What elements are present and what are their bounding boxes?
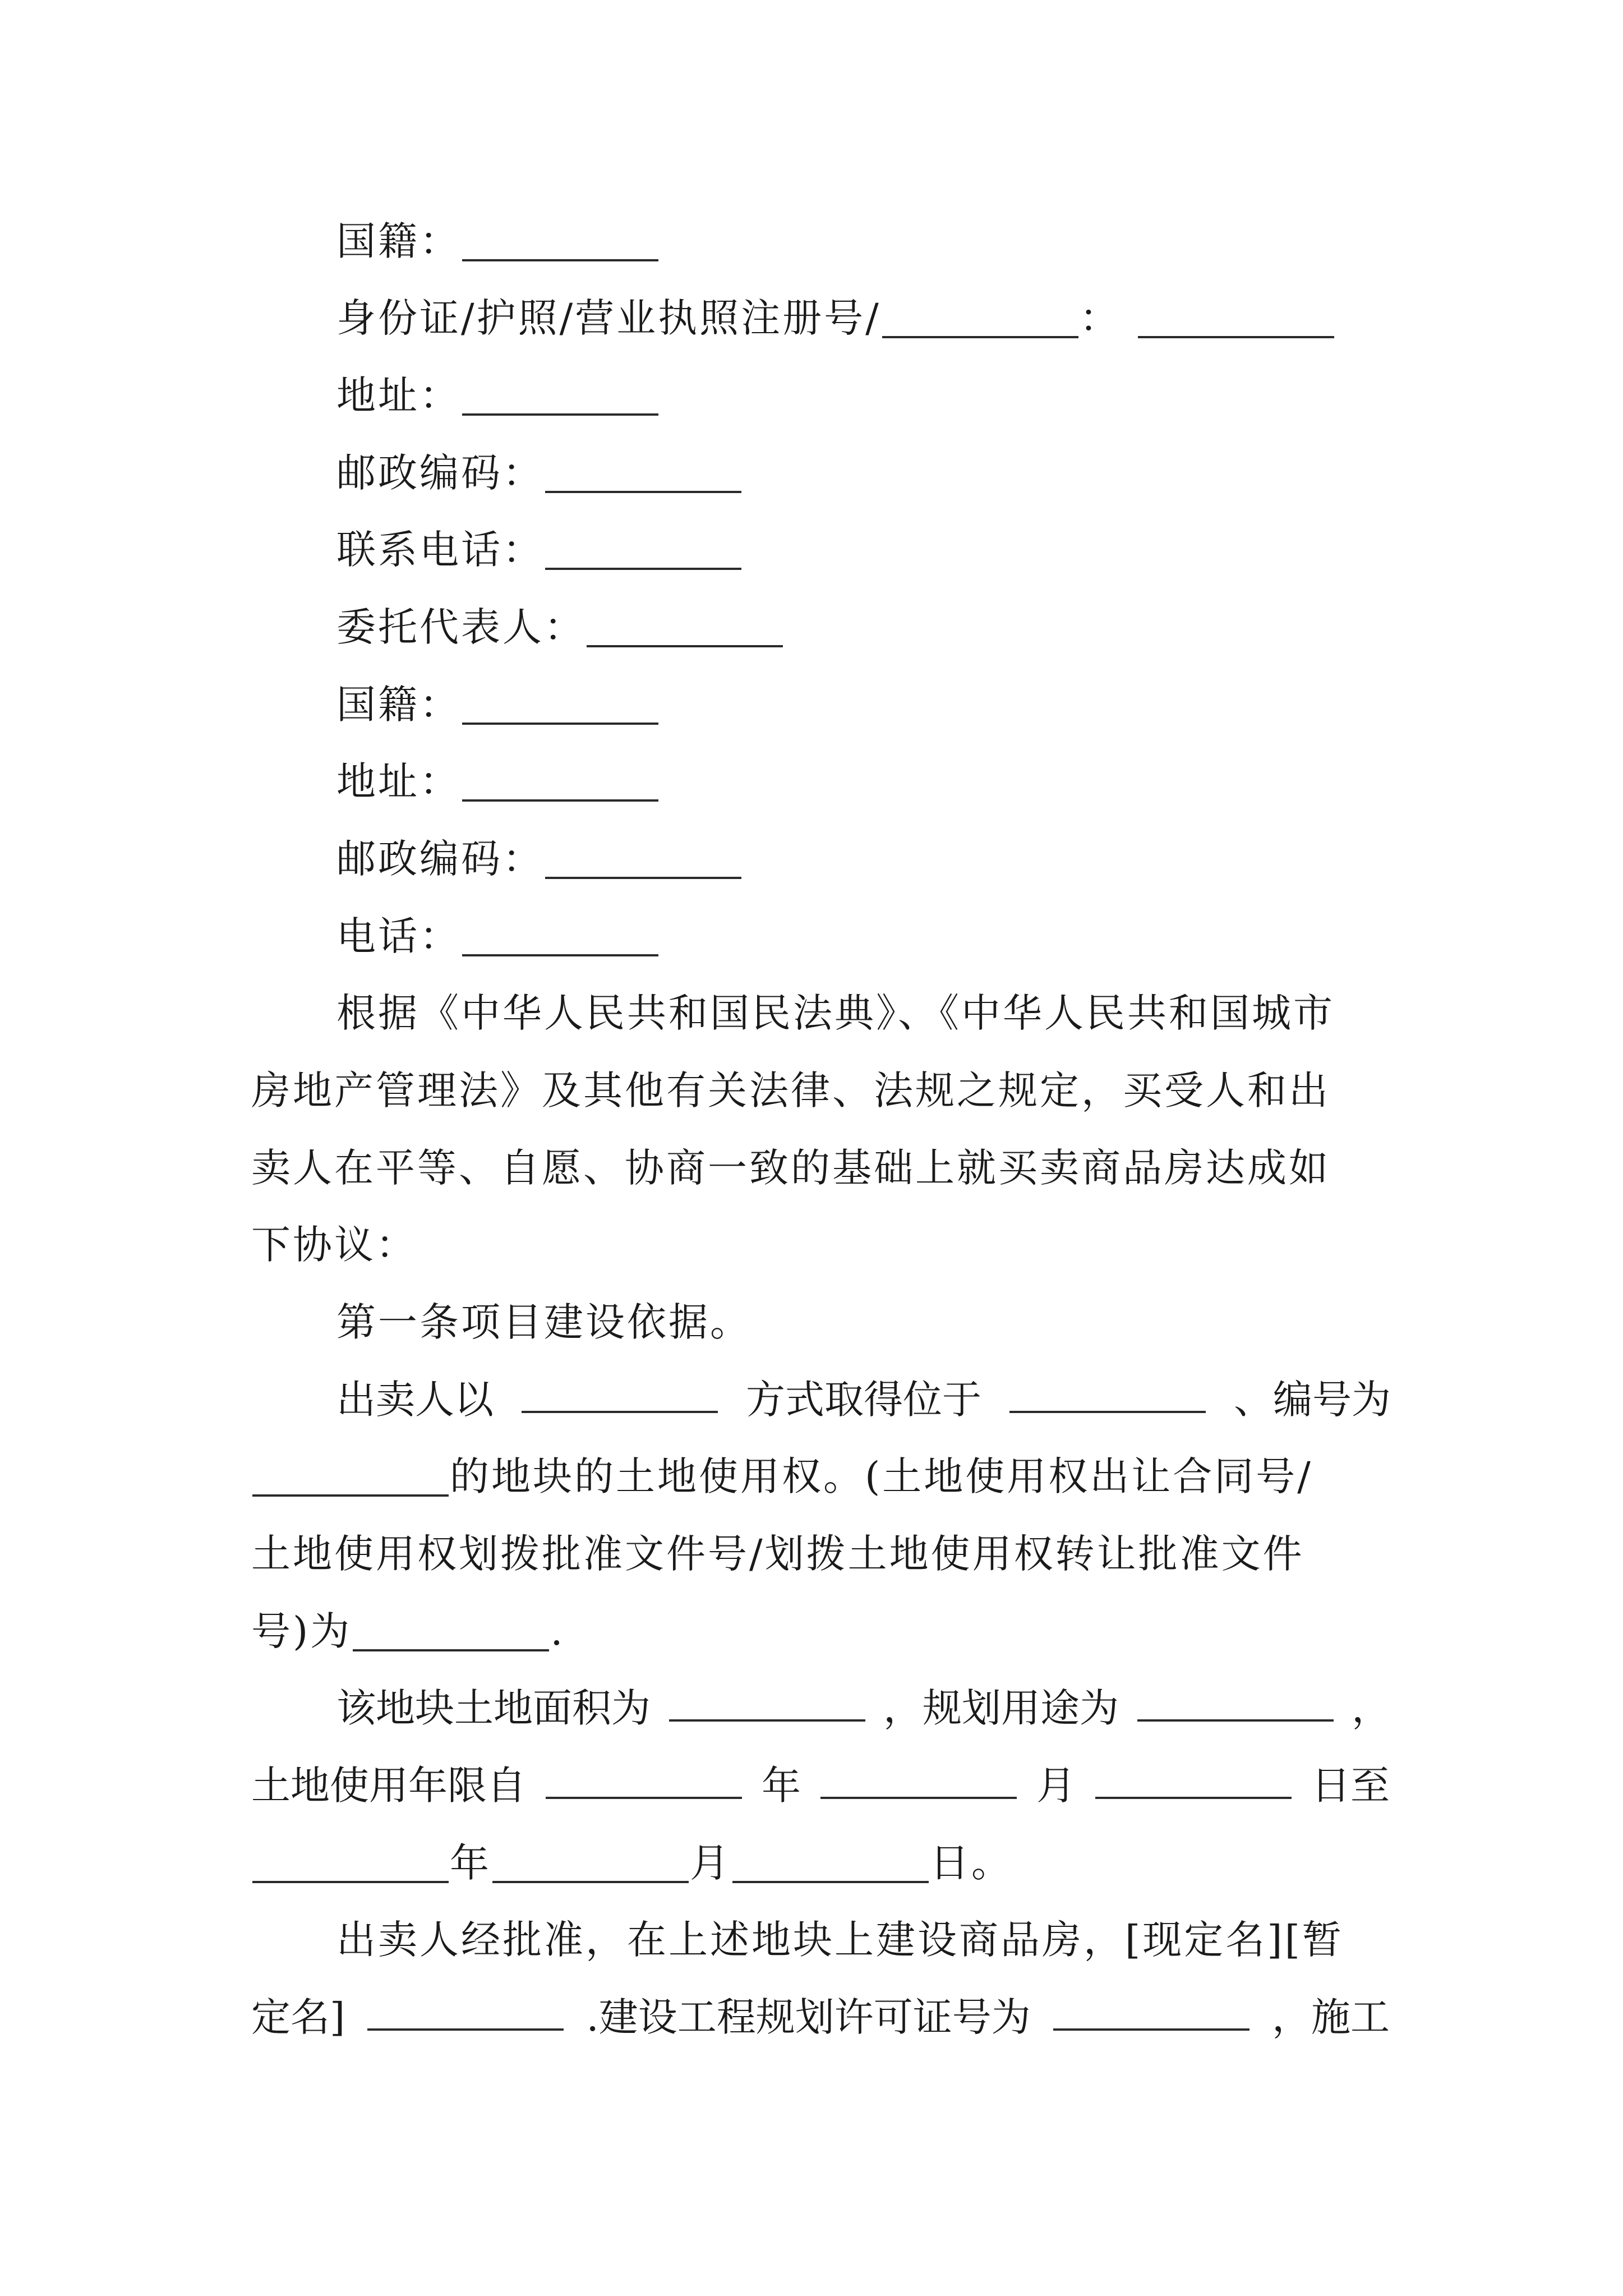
article-1-para-1-line-2: 的地块的土地使用权。(土地使用权出让合同号/ — [251, 1457, 1390, 1497]
blank-line — [820, 1797, 1017, 1799]
blank-line — [367, 2028, 564, 2031]
article-1-para-1-line-4: 号)为 . — [251, 1608, 565, 1654]
article-1-heading: 第一条项目建设依据。 — [336, 1299, 751, 1345]
agent-nationality-field: 国籍： — [336, 685, 1391, 725]
preamble-line-2: 房地产管理法》及其他有关法律、法规之规定，买受人和出 — [251, 1068, 1330, 1114]
id-number-field: 身份证/护照/营业执照注册号/ ： — [336, 298, 1391, 338]
article-1-para-2-line-2: 土地使用年限自 年 月 日至 — [251, 1763, 1390, 1809]
blank-line — [462, 954, 658, 956]
postcode-field: 邮政编码： — [336, 453, 1391, 493]
agent-address-field: 地址： — [336, 762, 1391, 802]
blank-line — [1009, 1411, 1206, 1413]
blank-line — [545, 568, 741, 570]
blank-line — [462, 259, 658, 261]
blank-line — [492, 1881, 689, 1883]
article-1-para-2-line-3: 年 月 日。 — [251, 1843, 1390, 1883]
article-1-para-1-line-3: 土地使用权划拨批准文件号/划拨土地使用权转让批准文件 — [251, 1531, 1304, 1577]
blank-line — [252, 1494, 449, 1497]
blank-line — [462, 799, 658, 802]
article-1-para-1-line-1: 出卖人以 方式取得位于 、编号为 — [336, 1377, 1391, 1423]
blank-line — [1095, 1797, 1292, 1799]
blank-line — [462, 723, 658, 725]
blank-line — [1137, 1719, 1334, 1722]
blank-line — [1138, 336, 1334, 338]
nationality-field: 国籍： — [336, 222, 1391, 261]
blank-line — [587, 645, 783, 647]
article-1-para-3-line-2: 定名] .建设工程规划许可证号为 ，施工 — [251, 1994, 1390, 2040]
preamble-line-1: 根据《中华人民共和国民法典》、《中华人民共和国城市 — [336, 990, 1335, 1036]
preamble-line-3: 卖人在平等、自愿、协商一致的基础上就买卖商品房达成如 — [251, 1145, 1330, 1191]
blank-line — [732, 1881, 929, 1883]
blank-line — [1053, 2028, 1249, 2031]
agent-postcode-field: 邮政编码： — [336, 839, 1391, 879]
blank-line — [462, 413, 658, 416]
preamble-line-4: 下协议： — [251, 1222, 417, 1268]
blank-line — [669, 1719, 865, 1722]
phone-field: 联系电话： — [336, 530, 1391, 570]
agent-phone-field: 电话： — [336, 917, 1391, 956]
article-1-para-2-line-1: 该地块土地面积为 ，规划用途为 ， — [336, 1685, 1391, 1731]
blank-line — [545, 877, 741, 879]
blank-line — [546, 1797, 742, 1799]
blank-line — [545, 491, 741, 493]
blank-line — [882, 336, 1078, 338]
article-1-para-3-line-1: 出卖人经批准，在上述地块上建设商品房，[现定名][暂 — [336, 1917, 1344, 1963]
blank-line — [353, 1649, 549, 1651]
blank-line — [252, 1881, 449, 1883]
agent-field: 委托代表人： — [336, 608, 1391, 647]
blank-line — [522, 1411, 718, 1413]
address-field: 地址： — [336, 376, 1391, 416]
